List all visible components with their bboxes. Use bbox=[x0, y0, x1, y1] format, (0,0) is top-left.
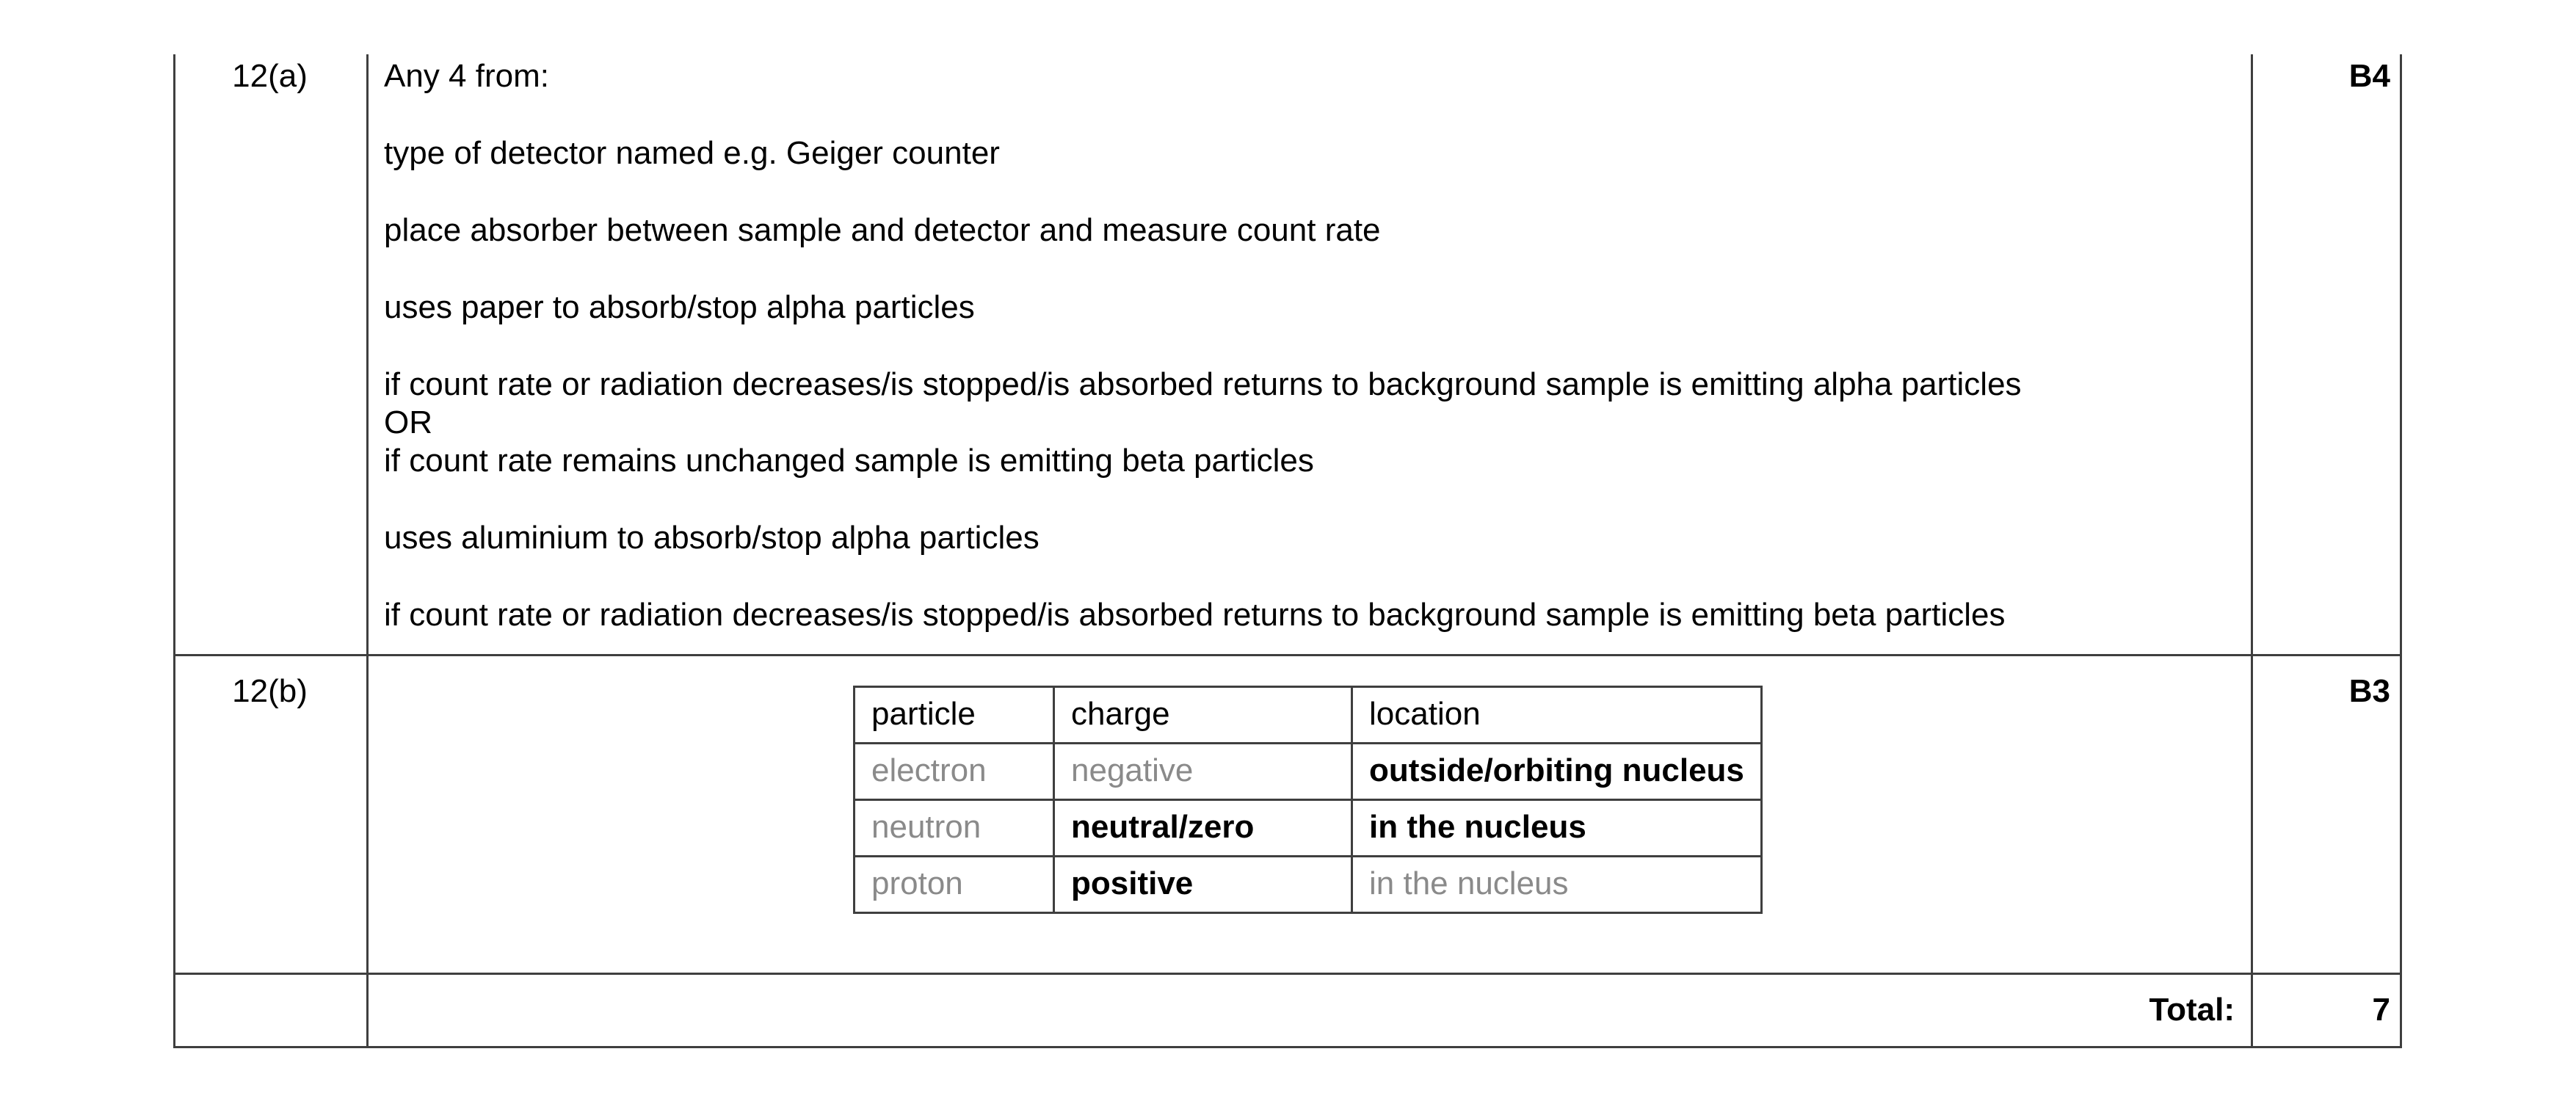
cell-location: outside/orbiting nucleus bbox=[1352, 744, 1762, 800]
marks-12a: B4 bbox=[2348, 58, 2390, 94]
header-location: location bbox=[1352, 687, 1762, 744]
answer-line: if count rate or radiation decreases/is stopped/is absorbed returns to background sample is emitting beta particles bbox=[384, 597, 2006, 633]
table-row bbox=[855, 800, 1762, 857]
cell-location: in the nucleus bbox=[1352, 857, 1762, 913]
cell-charge: negative bbox=[1054, 744, 1352, 800]
header-charge: charge bbox=[1054, 687, 1352, 744]
particle-table-header-row bbox=[855, 687, 1762, 744]
table-row bbox=[855, 744, 1762, 800]
answer-line: place absorber between sample and detector and measure count rate bbox=[384, 212, 1381, 248]
total-value: 7 bbox=[2372, 992, 2390, 1028]
answer-line: if count rate or radiation decreases/is stopped/is absorbed returns to background sample is emitting alpha particles bbox=[384, 366, 2022, 402]
mark-scheme-table bbox=[173, 54, 2402, 1048]
answer-line: uses aluminium to absorb/stop alpha particles bbox=[384, 520, 1040, 556]
header-particle: particle bbox=[855, 687, 1054, 744]
row-divider-b-total bbox=[173, 973, 2402, 975]
table-border-bottom bbox=[173, 1046, 2402, 1048]
cell-location: in the nucleus bbox=[1352, 800, 1762, 857]
cell-charge: positive bbox=[1054, 857, 1352, 913]
question-number-12b: 12(b) bbox=[232, 673, 308, 709]
answer-line: Any 4 from: bbox=[384, 58, 549, 94]
row-divider-a-b bbox=[173, 654, 2402, 656]
cell-particle: neutron bbox=[855, 800, 1054, 857]
answer-line: type of detector named e.g. Geiger counter bbox=[384, 135, 1000, 171]
particle-table bbox=[853, 686, 1763, 914]
cell-particle: proton bbox=[855, 857, 1054, 913]
table-divider-answer bbox=[2251, 54, 2253, 1048]
answer-line: if count rate remains unchanged sample is emitting beta particles bbox=[384, 443, 1314, 479]
marks-12b: B3 bbox=[2348, 673, 2390, 709]
table-divider-question bbox=[366, 54, 369, 1048]
question-number-12a: 12(a) bbox=[232, 58, 308, 94]
total-label: Total: bbox=[2149, 992, 2235, 1028]
cell-particle: electron bbox=[855, 744, 1054, 800]
answer-line-or: OR bbox=[384, 404, 432, 440]
table-border-right bbox=[2400, 54, 2402, 1048]
cell-charge: neutral/zero bbox=[1054, 800, 1352, 857]
table-row bbox=[855, 857, 1762, 913]
answer-12a bbox=[384, 57, 2022, 634]
answer-line: uses paper to absorb/stop alpha particles bbox=[384, 289, 975, 325]
table-border-left bbox=[173, 54, 175, 1048]
